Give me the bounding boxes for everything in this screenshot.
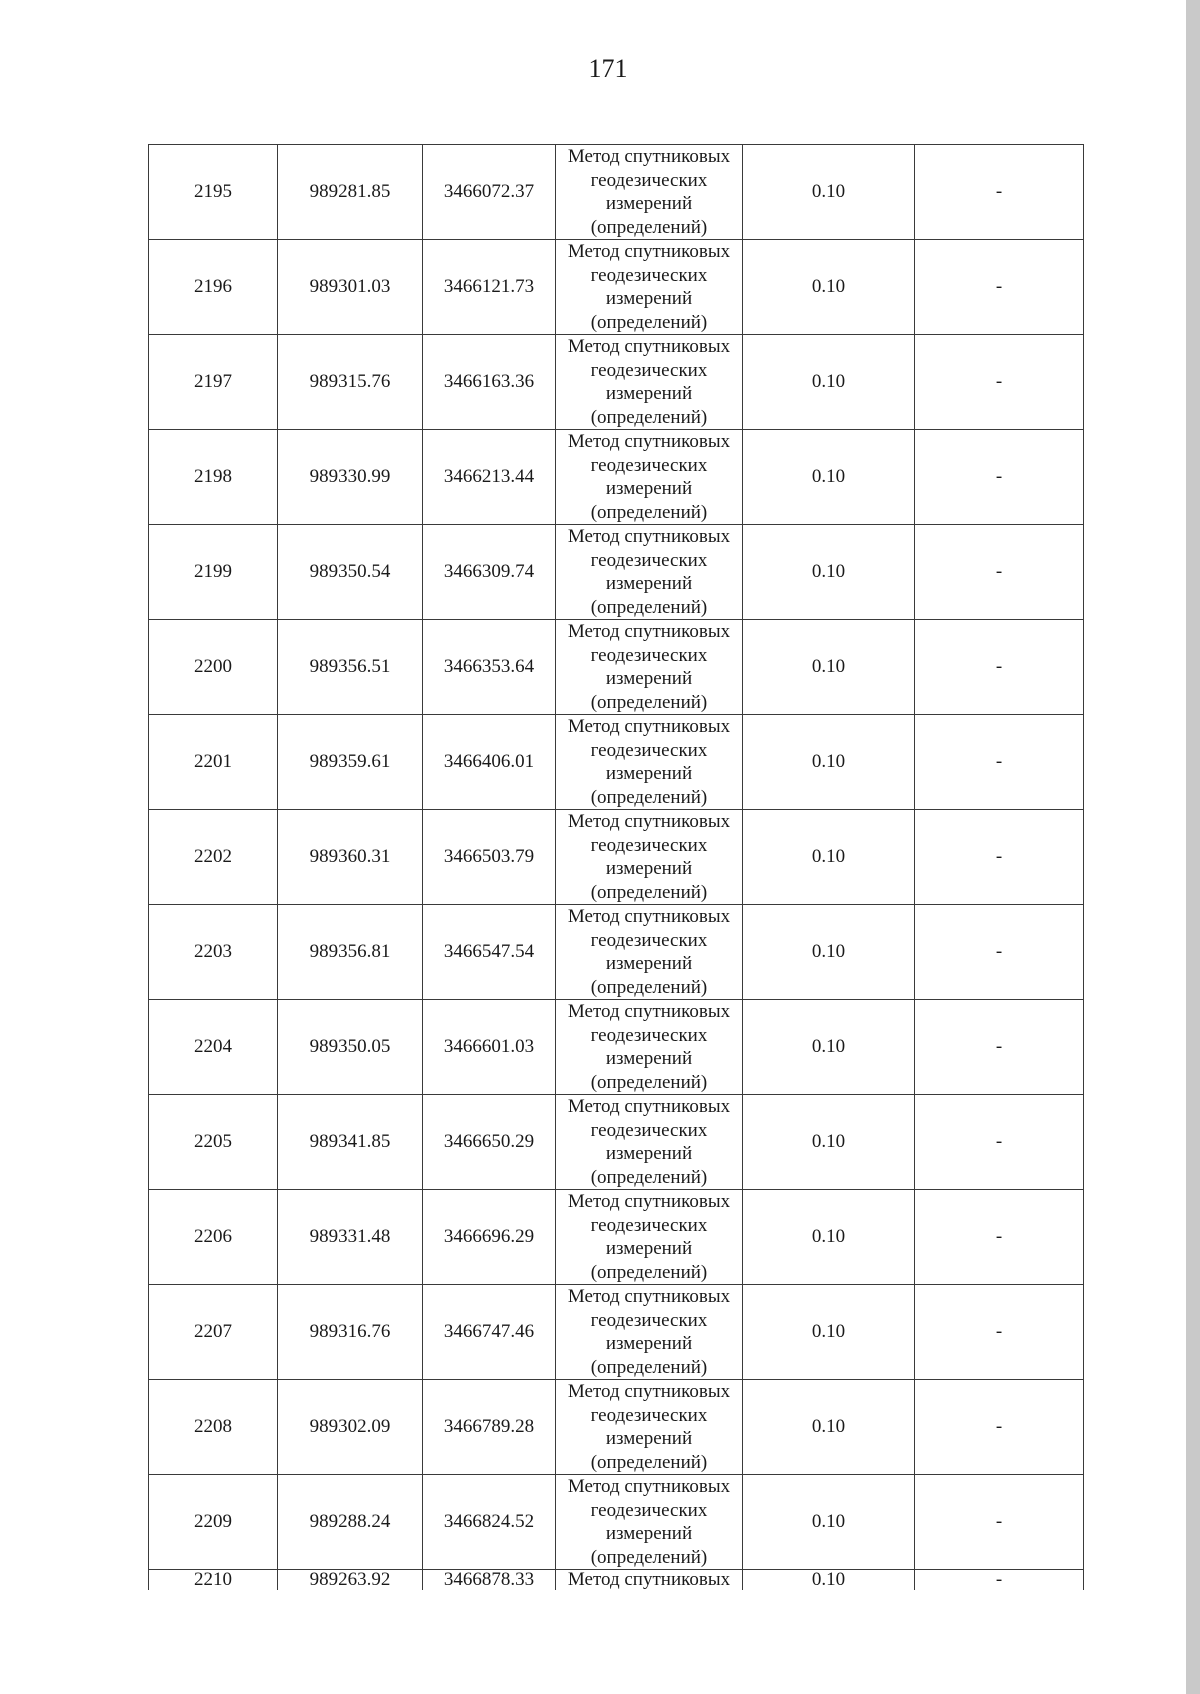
note-cell: - <box>915 1000 1084 1095</box>
y-coordinate-cell: 3466309.74 <box>423 525 556 620</box>
method-cell: Метод спутниковых геодезических измерений (определений) <box>556 810 743 905</box>
point-number-cell: 2202 <box>149 810 278 905</box>
accuracy-cell: 0.10 <box>743 1190 915 1285</box>
method-cell: Метод спутниковых геодезических измерений (определений) <box>556 620 743 715</box>
accuracy-cell: 0.10 <box>743 1285 915 1380</box>
accuracy-cell: 0.10 <box>743 620 915 715</box>
table-row <box>149 715 1084 810</box>
table-row <box>149 430 1084 525</box>
x-coordinate-cell: 989288.24 <box>278 1475 423 1570</box>
y-coordinate-cell: 3466696.29 <box>423 1190 556 1285</box>
table-row <box>149 1380 1084 1475</box>
x-coordinate-cell: 989359.61 <box>278 715 423 810</box>
method-cell: Метод спутниковых геодезических измерений (определений) <box>556 1190 743 1285</box>
point-number-cell: 2208 <box>149 1380 278 1475</box>
x-coordinate-cell: 989330.99 <box>278 430 423 525</box>
x-coordinate-cell: 989350.54 <box>278 525 423 620</box>
point-number-cell: 2195 <box>149 145 278 240</box>
accuracy-cell: 0.10 <box>743 240 915 335</box>
x-coordinate-cell: 989263.92 <box>278 1570 423 1591</box>
note-cell: - <box>915 715 1084 810</box>
point-number-cell: 2199 <box>149 525 278 620</box>
y-coordinate-cell: 3466121.73 <box>423 240 556 335</box>
note-cell: - <box>915 1190 1084 1285</box>
y-coordinate-cell: 3466547.54 <box>423 905 556 1000</box>
accuracy-cell: 0.10 <box>743 430 915 525</box>
point-number-cell: 2206 <box>149 1190 278 1285</box>
point-number-cell: 2207 <box>149 1285 278 1380</box>
accuracy-cell: 0.10 <box>743 525 915 620</box>
x-coordinate-cell: 989350.05 <box>278 1000 423 1095</box>
page-number: 171 <box>588 54 628 83</box>
table-row <box>149 145 1084 240</box>
x-coordinate-cell: 989316.76 <box>278 1285 423 1380</box>
point-number-cell: 2209 <box>149 1475 278 1570</box>
point-number-cell: 2203 <box>149 905 278 1000</box>
coordinates-table <box>148 144 1084 1590</box>
y-coordinate-cell: 3466878.33 <box>423 1570 556 1591</box>
accuracy-cell: 0.10 <box>743 1095 915 1190</box>
x-coordinate-cell: 989315.76 <box>278 335 423 430</box>
note-cell: - <box>915 905 1084 1000</box>
x-coordinate-cell: 989360.31 <box>278 810 423 905</box>
point-number-cell: 2197 <box>149 335 278 430</box>
table-body <box>149 145 1084 1591</box>
accuracy-cell: 0.10 <box>743 810 915 905</box>
table-row <box>149 1475 1084 1570</box>
point-number-cell: 2201 <box>149 715 278 810</box>
method-cell: Метод спутниковых геодезических измерений (определений) <box>556 715 743 810</box>
method-cell: Метод спутниковых геодезических измерений (определений) <box>556 1380 743 1475</box>
point-number-cell: 2198 <box>149 430 278 525</box>
table-row <box>149 810 1084 905</box>
note-cell: - <box>915 620 1084 715</box>
accuracy-cell: 0.10 <box>743 715 915 810</box>
method-cell: Метод спутниковых геодезических измерений (определений) <box>556 905 743 1000</box>
table-row <box>149 1190 1084 1285</box>
y-coordinate-cell: 3466406.01 <box>423 715 556 810</box>
note-cell: - <box>915 430 1084 525</box>
table-row <box>149 240 1084 335</box>
accuracy-cell: 0.10 <box>743 1380 915 1475</box>
x-coordinate-cell: 989281.85 <box>278 145 423 240</box>
table-row <box>149 525 1084 620</box>
accuracy-cell: 0.10 <box>743 1000 915 1095</box>
y-coordinate-cell: 3466747.46 <box>423 1285 556 1380</box>
table-row <box>149 1285 1084 1380</box>
note-cell: - <box>915 240 1084 335</box>
note-cell: - <box>915 335 1084 430</box>
method-cell: Метод спутниковых геодезических измерений (определений) <box>556 430 743 525</box>
y-coordinate-cell: 3466503.79 <box>423 810 556 905</box>
note-cell: - <box>915 1095 1084 1190</box>
table-row <box>149 620 1084 715</box>
method-cell: Метод спутниковых геодезических измерений (определений) <box>556 525 743 620</box>
x-coordinate-cell: 989301.03 <box>278 240 423 335</box>
note-cell: - <box>915 525 1084 620</box>
accuracy-cell: 0.10 <box>743 1475 915 1570</box>
note-cell: - <box>915 1475 1084 1570</box>
x-coordinate-cell: 989356.81 <box>278 905 423 1000</box>
note-cell: - <box>915 810 1084 905</box>
method-cell: Метод спутниковых геодезических измерений (определений) <box>556 1285 743 1380</box>
point-number-cell: 2205 <box>149 1095 278 1190</box>
method-cell: Метод спутниковых геодезических измерений (определений) <box>556 1475 743 1570</box>
point-number-cell: 2204 <box>149 1000 278 1095</box>
method-cell: Метод спутниковых геодезических измерений (определений) <box>556 145 743 240</box>
note-cell: - <box>915 1285 1084 1380</box>
table-row-partial <box>149 1570 1084 1591</box>
accuracy-cell: 0.10 <box>743 145 915 240</box>
note-cell: - <box>915 1380 1084 1475</box>
table-row <box>149 905 1084 1000</box>
y-coordinate-cell: 3466789.28 <box>423 1380 556 1475</box>
y-coordinate-cell: 3466353.64 <box>423 620 556 715</box>
method-cell: Метод спутниковых <box>556 1570 743 1591</box>
y-coordinate-cell: 3466163.36 <box>423 335 556 430</box>
point-number-cell: 2210 <box>149 1570 278 1591</box>
x-coordinate-cell: 989341.85 <box>278 1095 423 1190</box>
x-coordinate-cell: 989356.51 <box>278 620 423 715</box>
method-cell: Метод спутниковых геодезических измерений (определений) <box>556 335 743 430</box>
note-cell: - <box>915 1570 1084 1591</box>
point-number-cell: 2200 <box>149 620 278 715</box>
method-cell: Метод спутниковых геодезических измерений (определений) <box>556 1000 743 1095</box>
method-cell: Метод спутниковых геодезических измерений (определений) <box>556 240 743 335</box>
accuracy-cell: 0.10 <box>743 905 915 1000</box>
scan-edge <box>1186 0 1200 1694</box>
accuracy-cell: 0.10 <box>743 1570 915 1591</box>
table-row <box>149 335 1084 430</box>
table-row <box>149 1095 1084 1190</box>
x-coordinate-cell: 989302.09 <box>278 1380 423 1475</box>
table-row <box>149 1000 1084 1095</box>
y-coordinate-cell: 3466824.52 <box>423 1475 556 1570</box>
y-coordinate-cell: 3466650.29 <box>423 1095 556 1190</box>
y-coordinate-cell: 3466601.03 <box>423 1000 556 1095</box>
x-coordinate-cell: 989331.48 <box>278 1190 423 1285</box>
method-cell: Метод спутниковых геодезических измерений (определений) <box>556 1095 743 1190</box>
point-number-cell: 2196 <box>149 240 278 335</box>
y-coordinate-cell: 3466213.44 <box>423 430 556 525</box>
note-cell: - <box>915 145 1084 240</box>
y-coordinate-cell: 3466072.37 <box>423 145 556 240</box>
accuracy-cell: 0.10 <box>743 335 915 430</box>
